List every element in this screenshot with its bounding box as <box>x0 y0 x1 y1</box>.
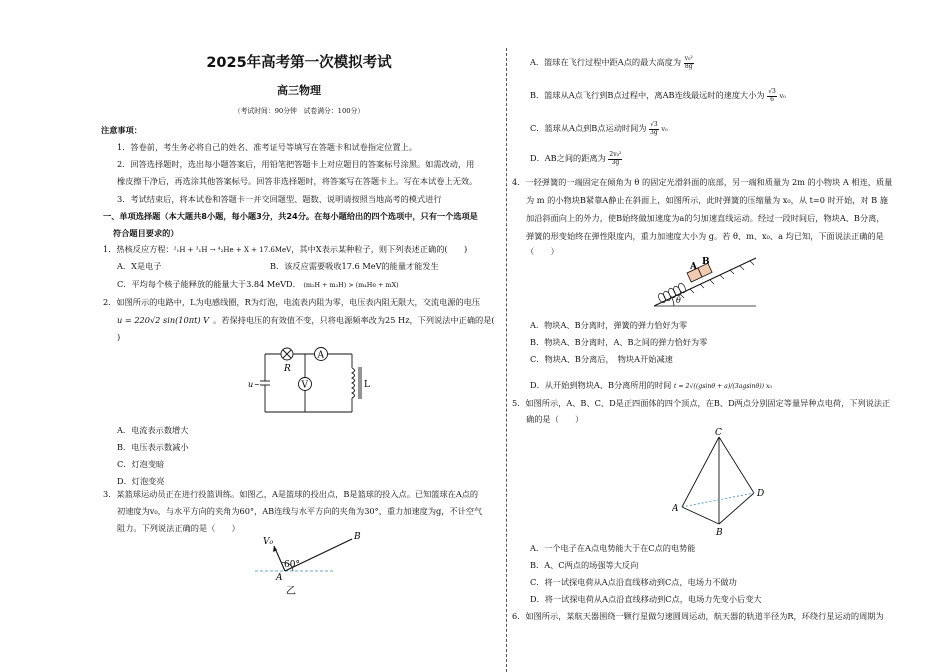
q5-point-d-label: D <box>757 489 765 499</box>
section1-heading: 一、单项选择题（本大题共8小题，每小题3分，共24分。在每小题给出的四个选项中，只有一个选项是 <box>103 211 478 221</box>
q3-figure-caption: 乙 <box>286 586 296 597</box>
q1-stem-b: ，其中X表示某种粒子，则下列表述正确的( ) <box>291 244 468 254</box>
q3-option-a <box>530 56 694 70</box>
column-divider <box>506 48 507 672</box>
q1-option-c: C．平均每个核子能释放的能量大于3.84 MeVD． <box>117 279 301 289</box>
q2-option-b: B．电压表示数减小 <box>117 442 189 452</box>
q3-option-b <box>530 89 786 103</box>
q5-option-a: A．一个电子在A点电势能大于在C点的电势能 <box>530 543 696 553</box>
q4-option-d <box>530 379 772 392</box>
lamp-label: R <box>284 364 291 374</box>
q5-tetrahedron-diagram <box>672 427 782 540</box>
q3-option-c-tail: v₀ <box>661 125 668 133</box>
q3-option-b-tail: v₀ <box>779 92 786 100</box>
q3-option-d-text: D．AB之间的距离为 <box>530 153 606 163</box>
q5-point-b-label: B <box>716 528 723 538</box>
right-column <box>512 0 907 672</box>
q5-option-b: B．A、C两点的场强等大反向 <box>530 560 639 570</box>
edge-ab <box>682 507 719 524</box>
q1-stem-a: 1．热核反应方程： <box>103 244 174 254</box>
left-column <box>95 0 503 672</box>
note-3: 3．考试结束后，将本试卷和答题卡一并交回题型、题数、说明请按照当地高考的模式进行 <box>117 194 442 204</box>
note-2-cont: 橡皮擦干净后，再选涂其他答案标号。回答非选择题时，将答案写在答题卡上。写在本试卷上无效。 <box>117 176 478 186</box>
q3-option-d <box>530 152 622 166</box>
edge-ad-hidden <box>682 493 754 507</box>
q3-option-b-text: B．篮球从A点飞行到B点过程中，离AB连线最远时的速度大小为 <box>530 90 765 100</box>
q5-line2: 确的是（ ） <box>526 414 584 424</box>
q1-stem <box>103 243 467 256</box>
q4-incline-diagram <box>650 250 760 312</box>
q1-option-cd <box>117 278 399 291</box>
q2-circuit-diagram <box>245 340 370 420</box>
edge-cd <box>719 437 754 493</box>
voltmeter-label: V <box>301 380 308 391</box>
q4-block-b-label: B <box>702 257 710 267</box>
q4-line5: （ ） <box>526 246 559 256</box>
q2-line2-text: 。若保持电压的有效值不变，只将电源频率改为25 Hz，下列说法中正确的是( <box>213 315 495 325</box>
exam-info: （考试时间：90分钟 试卷满分：100分） <box>233 107 365 115</box>
q2-option-a: A．电流表示数增大 <box>117 425 189 435</box>
q4-line2: 为 m 的小物块B紧靠A静止在斜面上，如图所示，此时弹簧的压缩量为 x₀，从 t=0 时开始，对 B 施 <box>526 195 888 205</box>
edge-bd <box>719 493 754 524</box>
exam-title: 2025年高考第一次模拟考试 <box>206 55 392 71</box>
q1-option-d-formula: (m₂H + m₃H) > (m₄He + mX) <box>303 281 399 289</box>
q3-option-b-fraction <box>767 89 777 103</box>
q4-option-c: C．物块A、B分离后， 物块A开始减速 <box>530 354 673 364</box>
q4-line1: 4．一轻弹簧的一端固定在倾角为 θ 的固定光滑斜面的底部，另一端和质量为 2m 的小物块 A 相连，质量 <box>512 177 893 187</box>
q3-basketball-diagram <box>250 527 370 599</box>
q3-point-a-label: A <box>276 573 283 583</box>
q4-option-d-formula: t = 2√((gsinθ + a)/(3agsinθ)) x₀ <box>673 383 772 390</box>
q1-option-a: A．X是电子 <box>117 261 162 271</box>
q2-line2 <box>117 314 495 327</box>
q4-line3: 加沿斜面向上的外力，使B始终做加速度为a的匀加速直线运动。经过一段时间后，物块A、B分离， <box>526 213 885 223</box>
q6-line1: 6．如图所示，某航天器围绕一颗行星做匀速圆周运动，航天器的轨道半径为R，环绕行星运动的周期为 <box>512 611 884 621</box>
q3-option-b-num: √3 <box>768 88 776 96</box>
q2-option-d: D．灯泡变亮 <box>117 476 165 486</box>
q5-point-a-label: A <box>672 504 679 514</box>
q1-equation: ²₁H + ³₁H → ⁴₂He + X + 17.6MeV <box>173 246 292 254</box>
q3-option-a-fraction <box>684 56 694 70</box>
q3-option-c-den: 3g <box>650 128 658 136</box>
ammeter-label: A <box>317 350 324 361</box>
exam-subtitle: 高三物理 <box>277 84 321 97</box>
edge-ca <box>682 437 719 507</box>
q2-option-c: C．灯泡变暗 <box>117 459 165 469</box>
q3-line3: 阻力。下列说法正确的是（ ） <box>117 523 240 533</box>
q3-angle-label: 60° <box>284 560 300 570</box>
q4-option-d-text: D．从开始到物块A、B分离所用的时间 <box>530 380 672 390</box>
q3-option-c-num: √3 <box>650 121 658 129</box>
q5-line1: 5．如图所示，A、B、C、D是正四面体的四个顶点，在B、D两点分别固定等量异种点电荷，下列说法正 <box>512 398 891 408</box>
q3-option-a-num: v₀² <box>684 55 693 63</box>
q4-option-b: B．物块A、B分离时，A、B之间的弹力恰好为零 <box>530 337 708 347</box>
q3-option-d-num: 2v₀² <box>609 151 622 159</box>
section1-heading-cont: 符合题目要求的） <box>113 228 179 238</box>
source-gap <box>262 382 268 385</box>
note-1: 1．答卷前，考生务必将自己的姓名、准考证号等填写在答题卡和试卷指定位置上。 <box>117 142 417 152</box>
q3-line2: 初速度为v₀，与水平方向的夹角为60°，AB连线与水平方向的夹角为30°，重力加速度为g，不计空气 <box>117 506 483 516</box>
q1-option-b: B．该反应需要吸收17.6 MeV的能量才能发生 <box>270 261 439 271</box>
q4-theta-label: θ <box>676 296 681 305</box>
q4-option-a: A．物块A、B分离时，弹簧的弹力恰好为零 <box>530 320 688 330</box>
inductor-coil-icon <box>352 368 355 398</box>
note-2: 2．回答选择题时，选出每小题答案后，用铅笔把答题卡上对应题目的答案标号涂黑。如需改动，用 <box>117 159 475 169</box>
q3-option-a-text: A．篮球在飞行过程中距A点的最大高度为 <box>530 57 682 67</box>
q4-angle-arc <box>672 298 674 306</box>
q3-point-b-label: B <box>354 532 361 542</box>
source-tilde: ~ <box>254 381 260 389</box>
q3-option-b-den: 6 <box>770 95 774 103</box>
q2-line1: 2．如图所示的电路中，L为电感线圈，R为灯泡，电流表内阻为零，电压表内阻无限大，交流电源的电压 <box>103 297 481 307</box>
spring-icon <box>657 282 687 304</box>
inductor-label: L <box>364 380 370 390</box>
q3-v0-label: V₀ <box>263 537 274 547</box>
q3-option-d-den: 3g <box>611 158 620 166</box>
q4-block-a-label: A <box>690 262 697 272</box>
q5-point-c-label: C <box>715 428 722 438</box>
q3-option-c <box>530 122 668 136</box>
q5-option-d: D．将一试探电荷从A点沿直线移动到C点，电场力先变小后变大 <box>530 594 762 604</box>
q3-option-a-den: 8g <box>684 62 693 70</box>
q3-option-d-fraction <box>608 152 622 166</box>
source-label: u <box>248 380 254 389</box>
q3-line1: 3．某篮球运动员正在进行投篮训练。如图乙，A是篮球的投出点，B是篮球的投入点。已知篮球在A点的 <box>103 489 479 499</box>
notes-heading: 注意事项： <box>101 125 142 135</box>
q3-option-c-text: C．篮球从A点到B点运动时间为 <box>530 123 647 133</box>
q3-option-c-fraction <box>649 122 659 136</box>
q2-line3: ) <box>117 332 121 342</box>
q4-line4: 弹簧的形变始终在弹性限度内，重力加速度大小为 g。若 θ、m、x₀、a 均已知，下面说法正确的是 <box>526 231 884 241</box>
q2-formula: u = 220√2 sin(10πt) V <box>117 315 210 325</box>
q5-option-c: C．将一试探电荷从A点沿直线移动到C点，电场力不做功 <box>530 577 737 587</box>
